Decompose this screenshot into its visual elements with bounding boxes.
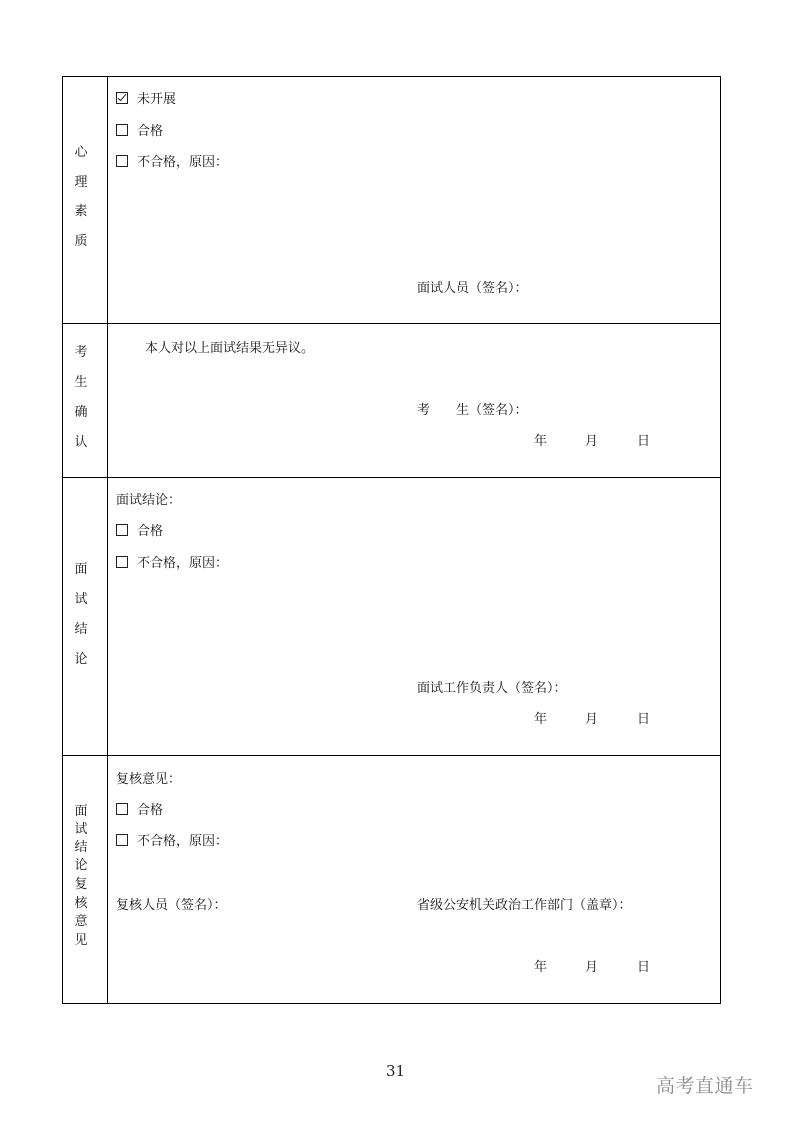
date-year: 年 xyxy=(534,712,548,727)
section-label-char: 论 xyxy=(74,858,88,873)
checkbox-icon[interactable] xyxy=(116,803,128,815)
option-label: 不合格，原因： xyxy=(137,155,229,170)
row-divider xyxy=(62,323,721,324)
section-label-char: 认 xyxy=(74,435,88,450)
checkbox-icon[interactable] xyxy=(116,834,128,846)
section-label-char: 考 xyxy=(74,345,88,360)
column-divider xyxy=(107,76,108,1004)
section-label-char: 素 xyxy=(74,204,88,219)
option-label: 合格 xyxy=(137,124,164,139)
section-label-char: 论 xyxy=(74,652,88,667)
supervisor-signature: 面试工作负责人（签名）： xyxy=(417,681,567,696)
date-month: 月 xyxy=(585,960,599,975)
checkbox-icon[interactable] xyxy=(116,556,128,568)
section-label-char: 结 xyxy=(74,622,88,637)
row-divider xyxy=(62,477,721,478)
option-fail[interactable] xyxy=(116,834,228,850)
candidate-signature: 考 生（签名）： xyxy=(417,403,528,418)
option-pass[interactable] xyxy=(116,124,163,140)
section-label-char: 面 xyxy=(74,804,88,819)
option-label: 合格 xyxy=(137,524,164,539)
section-label-char: 质 xyxy=(74,234,88,249)
interviewer-signature: 面试人员（签名）： xyxy=(417,281,528,296)
date-year: 年 xyxy=(534,434,548,449)
table-border-left xyxy=(62,76,63,1004)
reviewer-signature: 复核人员（签名）： xyxy=(116,898,227,913)
date-month: 月 xyxy=(585,712,599,727)
option-pass[interactable] xyxy=(116,524,163,540)
date-day: 日 xyxy=(637,712,651,727)
page-number: 31 xyxy=(386,1062,406,1080)
table-border-bottom xyxy=(62,1003,721,1004)
checkbox-checked-icon[interactable] xyxy=(116,92,128,104)
option-fail[interactable] xyxy=(116,155,228,171)
option-label: 未开展 xyxy=(137,92,177,107)
section-label-char: 核 xyxy=(74,896,88,911)
table-border-right xyxy=(720,76,721,1004)
option-label: 不合格，原因： xyxy=(137,556,229,571)
section-label-char: 心 xyxy=(74,145,88,160)
checkbox-icon[interactable] xyxy=(116,524,128,536)
section-label-char: 理 xyxy=(74,175,88,190)
section-label-char: 试 xyxy=(74,592,88,607)
section-label-char: 复 xyxy=(74,877,88,892)
date-day: 日 xyxy=(637,434,651,449)
date-year: 年 xyxy=(534,960,548,975)
section-label-char: 确 xyxy=(74,405,88,420)
review-heading: 复核意见： xyxy=(116,772,182,787)
confirmation-statement: 本人对以上面试结果无异议。 xyxy=(145,341,315,356)
watermark: 高考直通车 xyxy=(656,1075,754,1097)
option-not-conducted[interactable] xyxy=(116,92,176,108)
section-label-char: 结 xyxy=(74,840,88,855)
section-label-char: 试 xyxy=(74,822,88,837)
section-label-char: 意 xyxy=(74,914,88,929)
option-label: 合格 xyxy=(137,803,164,818)
table-border-top xyxy=(62,76,721,77)
section-label-char: 见 xyxy=(74,933,88,948)
section-label-char: 生 xyxy=(74,375,88,390)
section-label-char: 面 xyxy=(74,562,88,577)
department-seal: 省级公安机关政治工作部门（盖章）： xyxy=(417,898,632,913)
checkbox-icon[interactable] xyxy=(116,124,128,136)
conclusion-heading: 面试结论： xyxy=(116,493,182,508)
row-divider xyxy=(62,755,721,756)
option-label: 不合格，原因： xyxy=(137,834,229,849)
option-pass[interactable] xyxy=(116,803,163,819)
option-fail[interactable] xyxy=(116,556,228,572)
date-month: 月 xyxy=(585,434,599,449)
checkbox-icon[interactable] xyxy=(116,155,128,167)
date-day: 日 xyxy=(637,960,651,975)
